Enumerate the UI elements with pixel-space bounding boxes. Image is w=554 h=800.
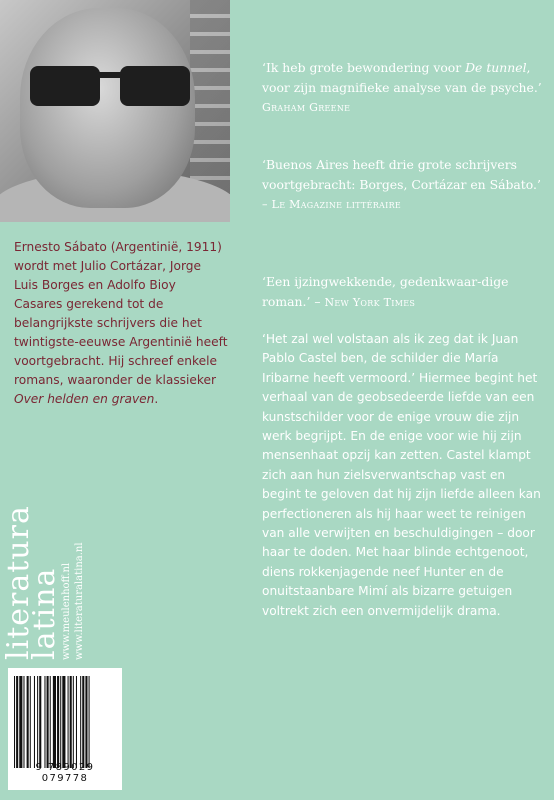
quote-source: – Le Magazine littéraire bbox=[262, 198, 402, 211]
quote-title: De tunnel bbox=[465, 60, 527, 75]
barcode-bar bbox=[27, 676, 29, 768]
quote-source: Graham Greene bbox=[262, 101, 351, 114]
barcode-bar bbox=[34, 676, 35, 768]
barcode-bar bbox=[76, 676, 77, 768]
barcode-bar bbox=[68, 676, 69, 768]
brand-line-2: latina bbox=[27, 567, 62, 660]
barcode bbox=[8, 668, 122, 790]
barcode-bar bbox=[80, 676, 81, 768]
barcode-bar bbox=[50, 676, 51, 768]
author-bio-title: Over helden en graven bbox=[14, 392, 155, 406]
barcode-bar bbox=[82, 676, 84, 768]
barcode-bar bbox=[23, 676, 24, 768]
publisher-brand bbox=[1, 505, 62, 660]
barcode-bars bbox=[14, 676, 116, 768]
author-bio-text: Ernesto Sábato (Argentinië, 1911) wordt met Julio Cortázar, Jorge Luis Borges en Adolfo Bioy Casares gerekend tot de belangrijkste schrijvers die het twintigste-eeuwse Argentinië heeft voortgebracht. Hij schreef enkele romans, waaronder de klassieker bbox=[14, 240, 228, 387]
author-bio-end: . bbox=[154, 392, 159, 406]
glasses-icon bbox=[28, 62, 193, 112]
brand-line-1: literatura bbox=[1, 505, 36, 660]
barcode-bar bbox=[53, 676, 56, 768]
barcode-bar bbox=[14, 676, 15, 768]
url-meulenhoff: www.meulenhoff.nl bbox=[61, 562, 72, 660]
barcode-bar bbox=[30, 676, 31, 768]
book-blurb: ‘Het zal wel volstaan als ik zeg dat ik Juan Pablo Castel ben, de schilder die María Iribarne heeft vermoord.’ Hiermee begint het verhaal van de geobsedeerde liefde van een kunstschilder voor de enige vrouw die zijn werk begrijpt. En de enige voor wie hij zijn mensenhaat opzij kan zetten. Castel klampt zich aan hun zielsverwantschap vast en begint te geloven dat hij zijn liefde alleen kan perfectioneren als hij haar weet te reinigen van alle verwijten en beschuldigingen – door haar te doden. Met haar blinde echtgenoot, diens rokkenjagende neef Hunter en de onuitstaanbare Mimí als bizarre getuigen voltrekt zich een onvermijdelijk drama. bbox=[262, 332, 541, 618]
url-literaturalatina: www.literaturalatina.nl bbox=[74, 542, 85, 660]
barcode-bar bbox=[19, 676, 22, 768]
barcode-bar bbox=[47, 676, 49, 768]
review-quote-1 bbox=[262, 58, 544, 118]
barcode-bar bbox=[57, 676, 59, 768]
barcode-bar bbox=[44, 676, 45, 768]
author-photo bbox=[0, 0, 230, 222]
publisher-urls bbox=[60, 542, 86, 660]
barcode-bar bbox=[37, 676, 38, 768]
barcode-bar bbox=[39, 676, 41, 768]
barcode-bar bbox=[16, 676, 18, 768]
barcode-bar bbox=[60, 676, 61, 768]
author-bio bbox=[14, 238, 228, 409]
barcode-bar bbox=[89, 676, 90, 768]
review-quote-2 bbox=[262, 155, 544, 215]
quote-text: ‘Buenos Aires heeft drie grote schrijvers voortgebracht: Borges, Cortázar en Sábato.’ bbox=[262, 157, 541, 192]
quote-source: New York Times bbox=[324, 295, 416, 309]
barcode-bar bbox=[85, 676, 87, 768]
review-quote-3 bbox=[262, 272, 544, 312]
isbn-number: 9 789029 079778 bbox=[35, 762, 95, 784]
quote-text: ‘Ik heb grote bewondering voor bbox=[262, 60, 466, 75]
quote-text-end: , voor zijn magnifieke analyse van de psyche.’ bbox=[262, 60, 542, 95]
quote-text: ‘Een ijzingwekkende, gedenkwaar-dige roman.’ – bbox=[262, 274, 509, 309]
barcode-bar bbox=[70, 676, 72, 768]
barcode-bar bbox=[62, 676, 65, 768]
barcode-bar bbox=[73, 676, 74, 768]
